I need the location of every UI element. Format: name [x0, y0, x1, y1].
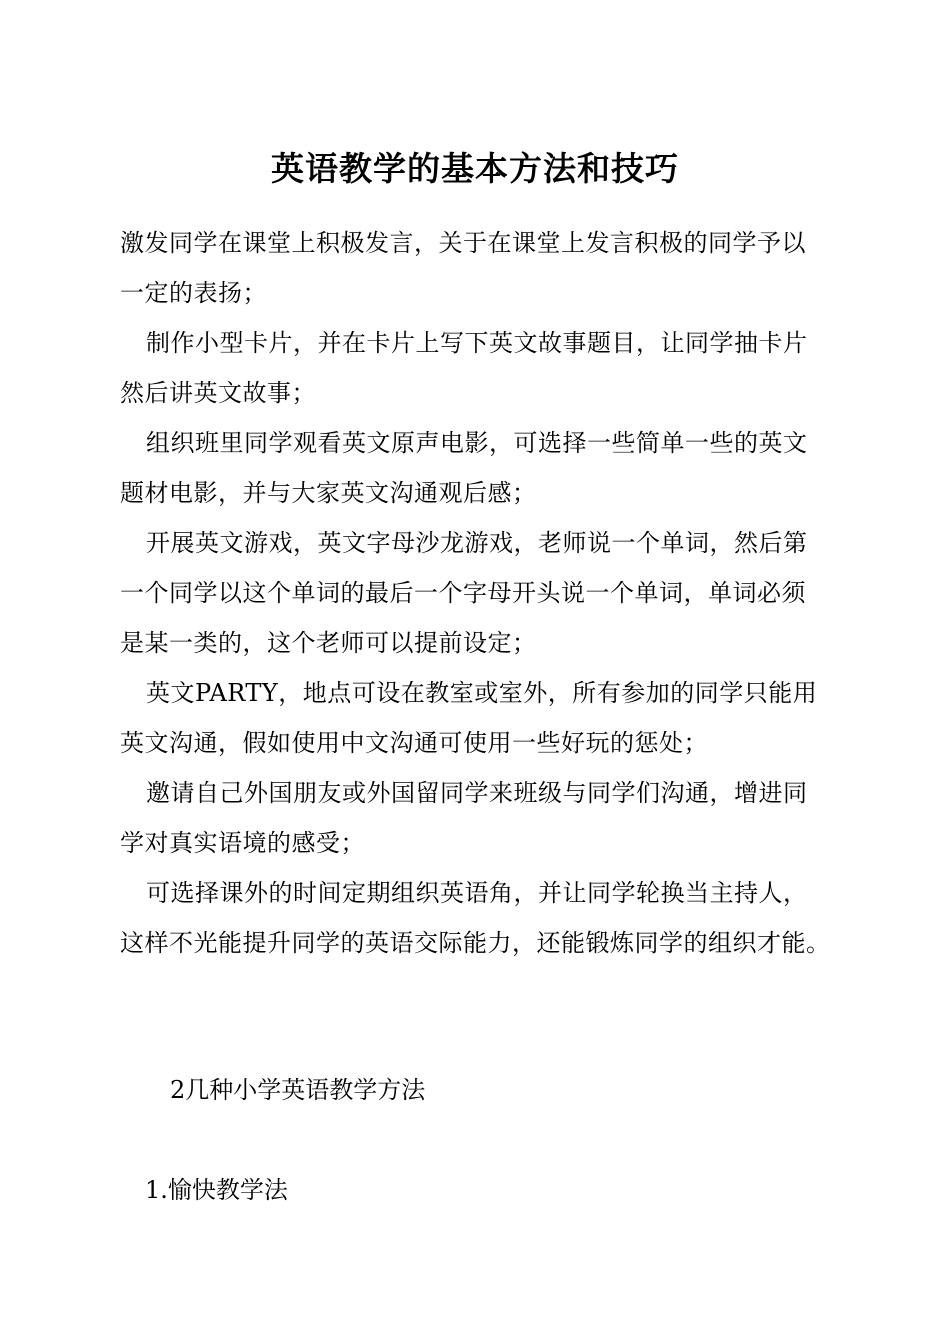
paragraph-line: 英文沟通，假如使用中文沟通可使用一些好玩的惩处； — [120, 729, 708, 757]
paragraph-line: 一定的表扬； — [120, 279, 267, 307]
paragraph-line: 激发同学在课堂上积极发言，关于在课堂上发言积极的同学予以 — [120, 229, 806, 257]
paragraph-praise — [120, 218, 840, 318]
paragraph-line: 学对真实语境的感受； — [120, 829, 365, 857]
paragraph-line: 可选择课外的时间定期组织英语角，并让同学轮换当主持人， — [146, 879, 808, 907]
paragraph-word-game — [120, 518, 840, 668]
paragraph-line: 然后讲英文故事； — [120, 379, 316, 407]
paragraph-line: 英文PARTY，地点可设在教室或室外，所有参加的同学只能用 — [146, 679, 818, 707]
subsection-heading: 1.愉快教学法 — [145, 1176, 288, 1204]
paragraph-english-corner — [120, 868, 840, 968]
paragraph-foreign-friends — [120, 768, 840, 868]
paragraph-line: 一个同学以这个单词的最后一个字母开头说一个单词，单词必须 — [120, 579, 806, 607]
paragraph-line: 组织班里同学观看英文原声电影，可选择一些简单一些的英文 — [146, 429, 808, 457]
paragraph-line: 开展英文游戏，英文字母沙龙游戏，老师说一个单词，然后第 — [146, 529, 808, 557]
paragraph-english-party — [120, 668, 840, 768]
paragraph-line: 题材电影，并与大家英文沟通观后感； — [120, 479, 537, 507]
paragraph-line: 邀请自己外国朋友或外国留同学来班级与同学们沟通，增进同 — [146, 779, 808, 807]
section-heading: 2几种小学英语教学方法 — [170, 1076, 426, 1104]
document-title: 英语教学的基本方法和技巧 — [271, 149, 679, 188]
paragraph-story-cards — [120, 318, 840, 418]
paragraph-line: 是某一类的，这个老师可以提前设定； — [120, 629, 537, 657]
paragraph-line: 制作小型卡片，并在卡片上写下英文故事题目，让同学抽卡片 — [146, 329, 808, 357]
paragraph-line: 这样不光能提升同学的英语交际能力，还能锻炼同学的组织才能。 — [120, 929, 831, 957]
document-body — [120, 218, 840, 968]
paragraph-movies — [120, 418, 840, 518]
